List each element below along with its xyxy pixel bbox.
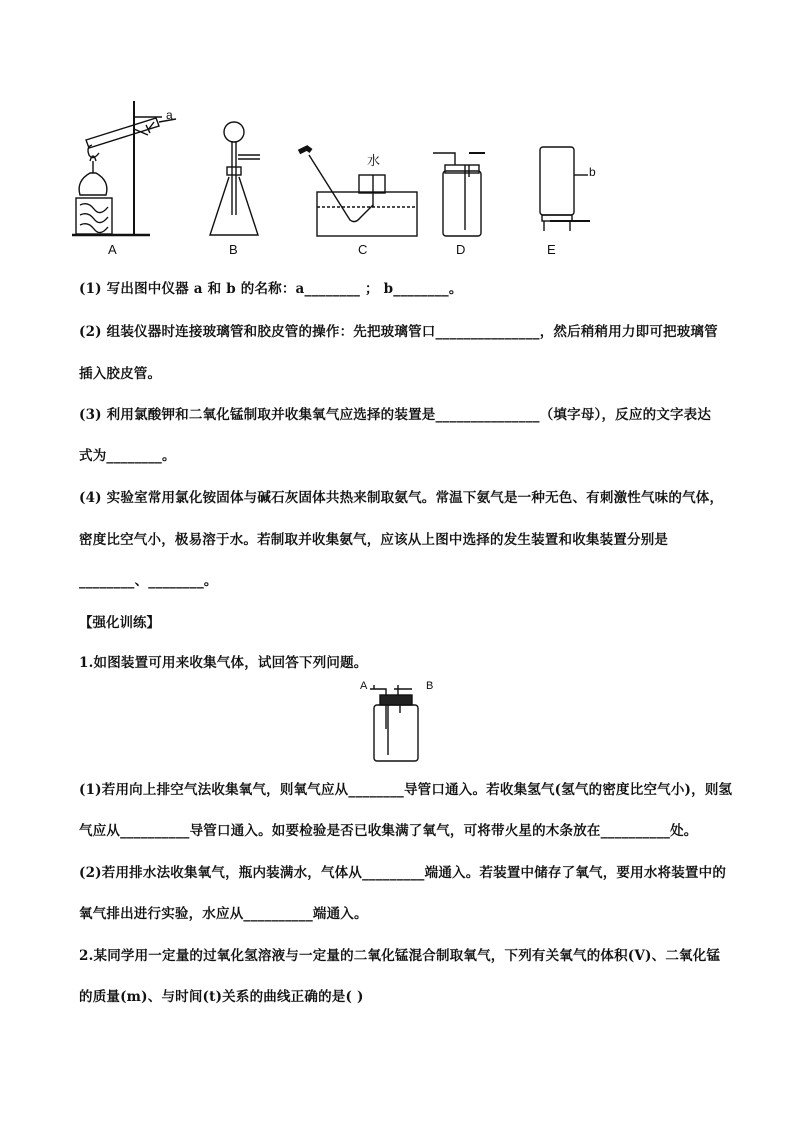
label-b: b bbox=[589, 165, 596, 179]
training-1-q1-line-2: 气应从__________导管口通入。如要检验是否已收集满了氧气，可将带火星的木条放在__________处。 bbox=[79, 823, 698, 839]
question-4-line-2: 密度比空气小，极易溶于水。若制取并收集氨气，应该从上图中选择的发生装置和收集装置分别是 bbox=[79, 532, 669, 548]
label-water: 水 bbox=[367, 153, 381, 168]
training-1-q1-line-1: (1)若用向上排空气法收集氧气，则氧气应从________导管口通入。若收集氢气(氢气的密度比空气小)，则氢 bbox=[79, 782, 733, 798]
training-heading: 【强化训练】 bbox=[79, 615, 160, 631]
label-D: D bbox=[456, 242, 466, 257]
question-4-line-1: (4) 实验室常用氯化铵固体与碱石灰固体共热来制取氨气。常温下氨气是一种无色、有刺激性气味的气体， bbox=[79, 490, 724, 506]
gas-bottle-figure bbox=[358, 675, 438, 765]
apparatus-c bbox=[299, 148, 417, 236]
question-4-line-3: ________、________。 bbox=[79, 573, 218, 589]
training-1-q2-line-2: 氧气排出进行实验，水应从__________端通入。 bbox=[79, 906, 368, 922]
question-3-line-1: (3) 利用氯酸钾和二氧化锰制取并收集氧气应选择的装置是_______________（填字母），反应的文字表达 bbox=[79, 407, 712, 423]
question-1: (1) 写出图中仪器 a 和 b 的名称：a________ ； b________。 bbox=[79, 281, 463, 297]
apparatus-figure bbox=[70, 95, 630, 260]
training-2-line-2: 的质量(m)、与时间(t)关系的曲线正确的是( ) bbox=[79, 989, 364, 1005]
training-1-q2-line-1: (2)若用排水法收集氧气，瓶内装满水，气体从_________端通入。若装置中储存了氧气，要用水将装置中的 bbox=[79, 865, 727, 881]
label-A: A bbox=[108, 242, 117, 257]
apparatus-a bbox=[72, 101, 176, 235]
question-2-line-1: (2) 组装仪器时连接玻璃管和胶皮管的操作：先把玻璃管口_______________，然后稍稍用力即可把玻璃管 bbox=[79, 324, 718, 340]
port-b-label: B bbox=[426, 680, 434, 692]
training-2-line-1: 2.某同学用一定量的过氧化氢溶液与一定量的二氧化锰混合制取氧气，下列有关氧气的体积(V)、二氧化锰 bbox=[79, 948, 721, 964]
training-1-intro: 1.如图装置可用来收集气体，试回答下列问题。 bbox=[79, 655, 368, 671]
label-C: C bbox=[358, 242, 368, 257]
apparatus-d bbox=[433, 153, 485, 236]
port-a-label: A bbox=[360, 680, 368, 692]
apparatus-b bbox=[210, 122, 260, 235]
question-2-line-2: 插入胶皮管。 bbox=[79, 366, 162, 382]
label-a: a bbox=[166, 108, 173, 122]
label-E: E bbox=[547, 242, 556, 257]
question-3-line-2: 式为________。 bbox=[79, 448, 176, 464]
label-B: B bbox=[229, 242, 238, 257]
apparatus-drawing bbox=[70, 95, 630, 260]
apparatus-e bbox=[540, 147, 590, 231]
